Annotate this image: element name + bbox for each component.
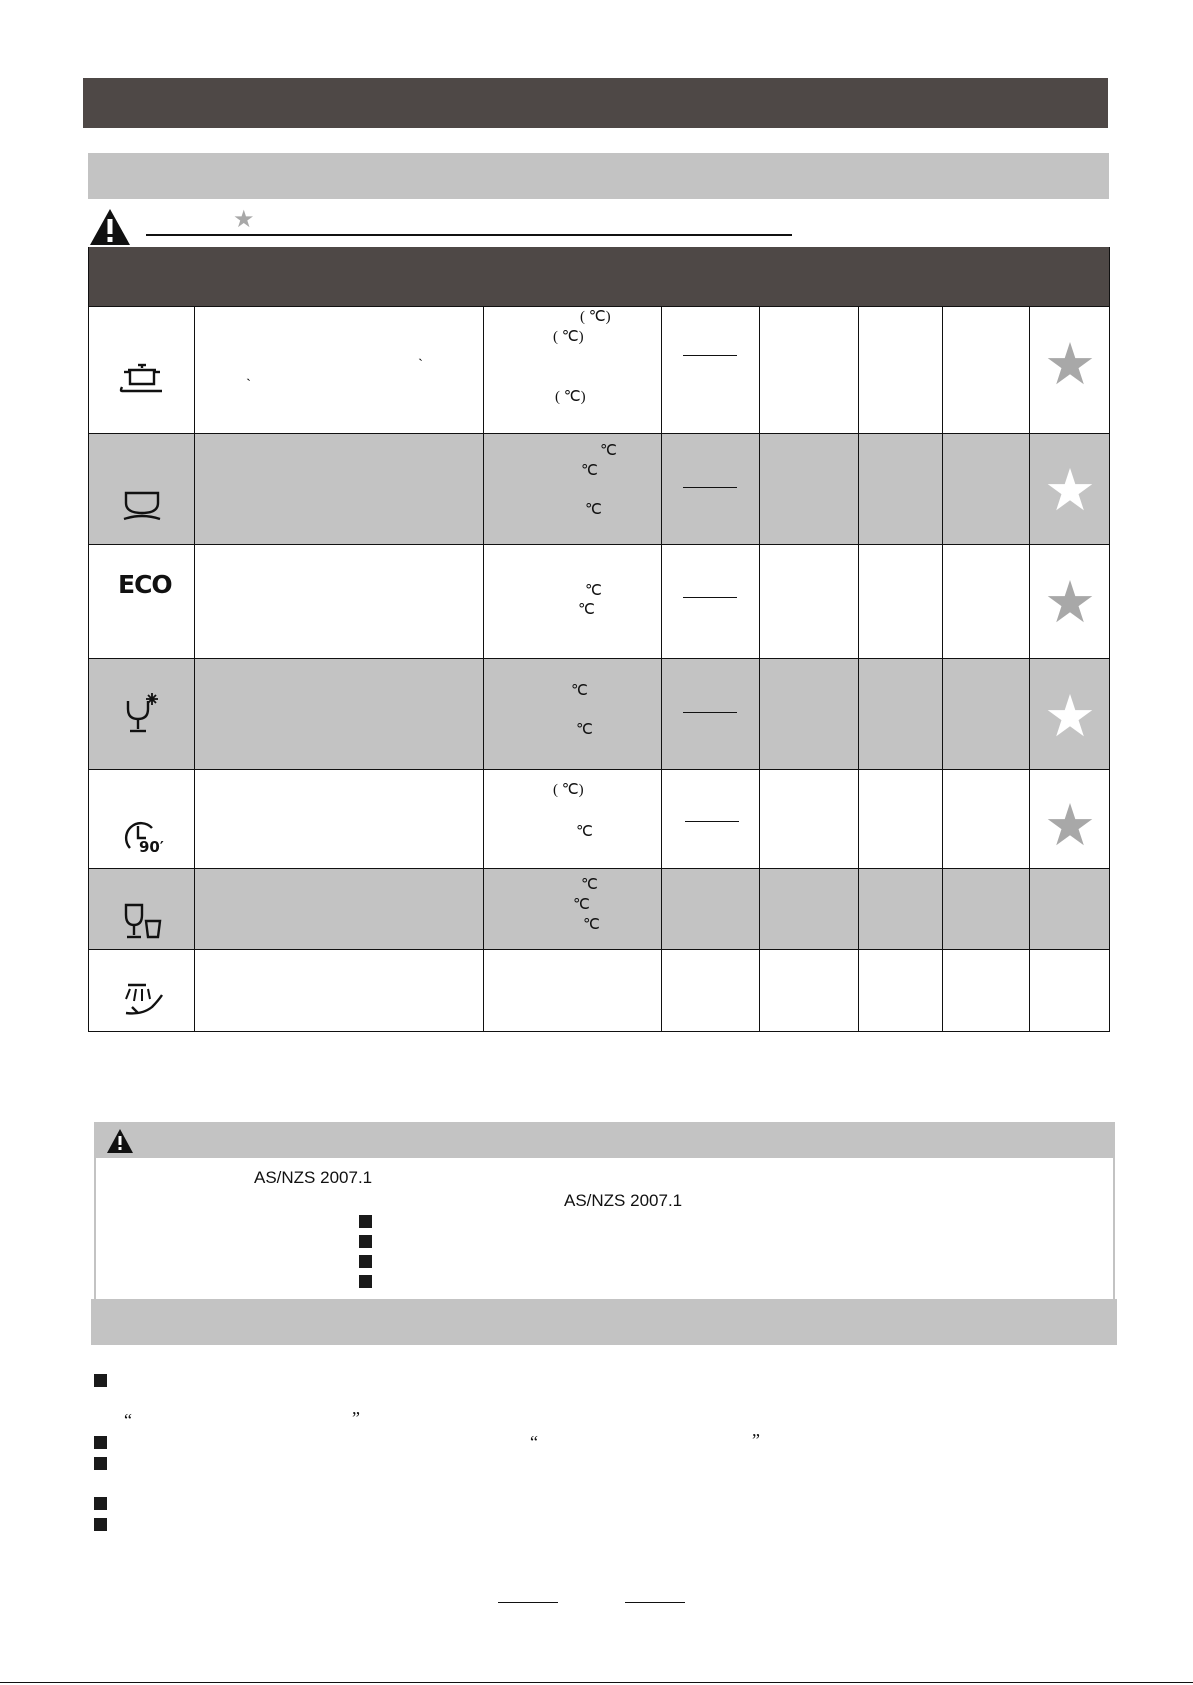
bullet-icon	[94, 1497, 107, 1510]
standard-reference: AS/NZS 2007.1	[564, 1191, 683, 1210]
warning-triangle-icon	[106, 1128, 134, 1154]
temp-label: ℃	[581, 463, 598, 479]
quote-mark: ”	[752, 1430, 760, 1450]
temp-label: ℃	[573, 897, 590, 913]
bullet-icon	[359, 1255, 372, 1268]
section-subtitle-bar	[91, 1299, 1117, 1345]
table-row-shaded	[88, 658, 1110, 769]
subsection-title-bar	[88, 153, 1109, 199]
bullet-icon	[94, 1457, 107, 1470]
blank-line	[498, 1602, 558, 1603]
notice-header	[94, 1122, 1115, 1158]
blank-line	[625, 1602, 685, 1603]
rinse-spray-icon	[122, 979, 168, 1019]
temp-label: ℃	[583, 917, 600, 933]
quote-mark: “	[124, 1410, 132, 1430]
temp-label: ( ℃)	[580, 309, 611, 325]
section-title-bar	[83, 78, 1108, 128]
temp-label: ℃	[585, 583, 602, 599]
temp-label: ℃	[578, 602, 595, 618]
bullet-icon	[359, 1235, 372, 1248]
temp-label: ℃	[600, 443, 617, 459]
clock-90-icon	[122, 818, 170, 858]
pot-icon	[118, 359, 166, 399]
temp-label: ( ℃)	[553, 782, 584, 798]
star-icon: ★	[233, 205, 255, 233]
glass-sparkle-icon	[124, 691, 164, 735]
star-icon: ★	[1044, 682, 1096, 750]
star-icon: ★	[1044, 791, 1096, 859]
table-row-shaded	[88, 868, 1110, 949]
temp-label: ( ℃)	[555, 389, 586, 405]
bullet-icon	[94, 1374, 107, 1387]
bullet-icon	[359, 1275, 372, 1288]
star-icon: ★	[1044, 456, 1096, 524]
bullet-icon	[359, 1215, 372, 1228]
bullet-icon	[94, 1436, 107, 1449]
bowl-icon	[118, 487, 166, 523]
temp-label: ℃	[571, 683, 588, 699]
standard-reference: AS/NZS 2007.1	[254, 1168, 373, 1187]
star-icon: ★	[1044, 568, 1096, 636]
quote-mark: “	[530, 1432, 538, 1452]
eco-icon: ECO	[118, 570, 172, 599]
page-bottom-rule	[0, 1682, 1193, 1683]
temp-label: ( ℃)	[553, 329, 584, 345]
table-row-shaded	[88, 433, 1110, 544]
temp-label: ℃	[576, 824, 593, 840]
temp-label: ℃	[585, 502, 602, 518]
star-icon: ★	[1044, 330, 1096, 398]
legend-underline	[146, 234, 792, 236]
glass-cup-icon	[124, 901, 168, 941]
table-header	[88, 247, 1110, 306]
clock-90-label: 90′	[139, 838, 164, 856]
bullet-icon	[94, 1518, 107, 1531]
temp-label: ℃	[581, 877, 598, 893]
program-table: ` ` ( ℃) ( ℃) ( ℃) ★ ℃ ℃ ℃ ★ ECO ℃ ℃ ★ ℃ ℃ ★ 90′ ( ℃) ℃ ★ ℃ ℃ ℃	[88, 247, 1110, 1032]
warning-triangle-icon	[88, 207, 132, 247]
temp-label: ℃	[576, 722, 593, 738]
quote-mark: ”	[352, 1408, 360, 1428]
